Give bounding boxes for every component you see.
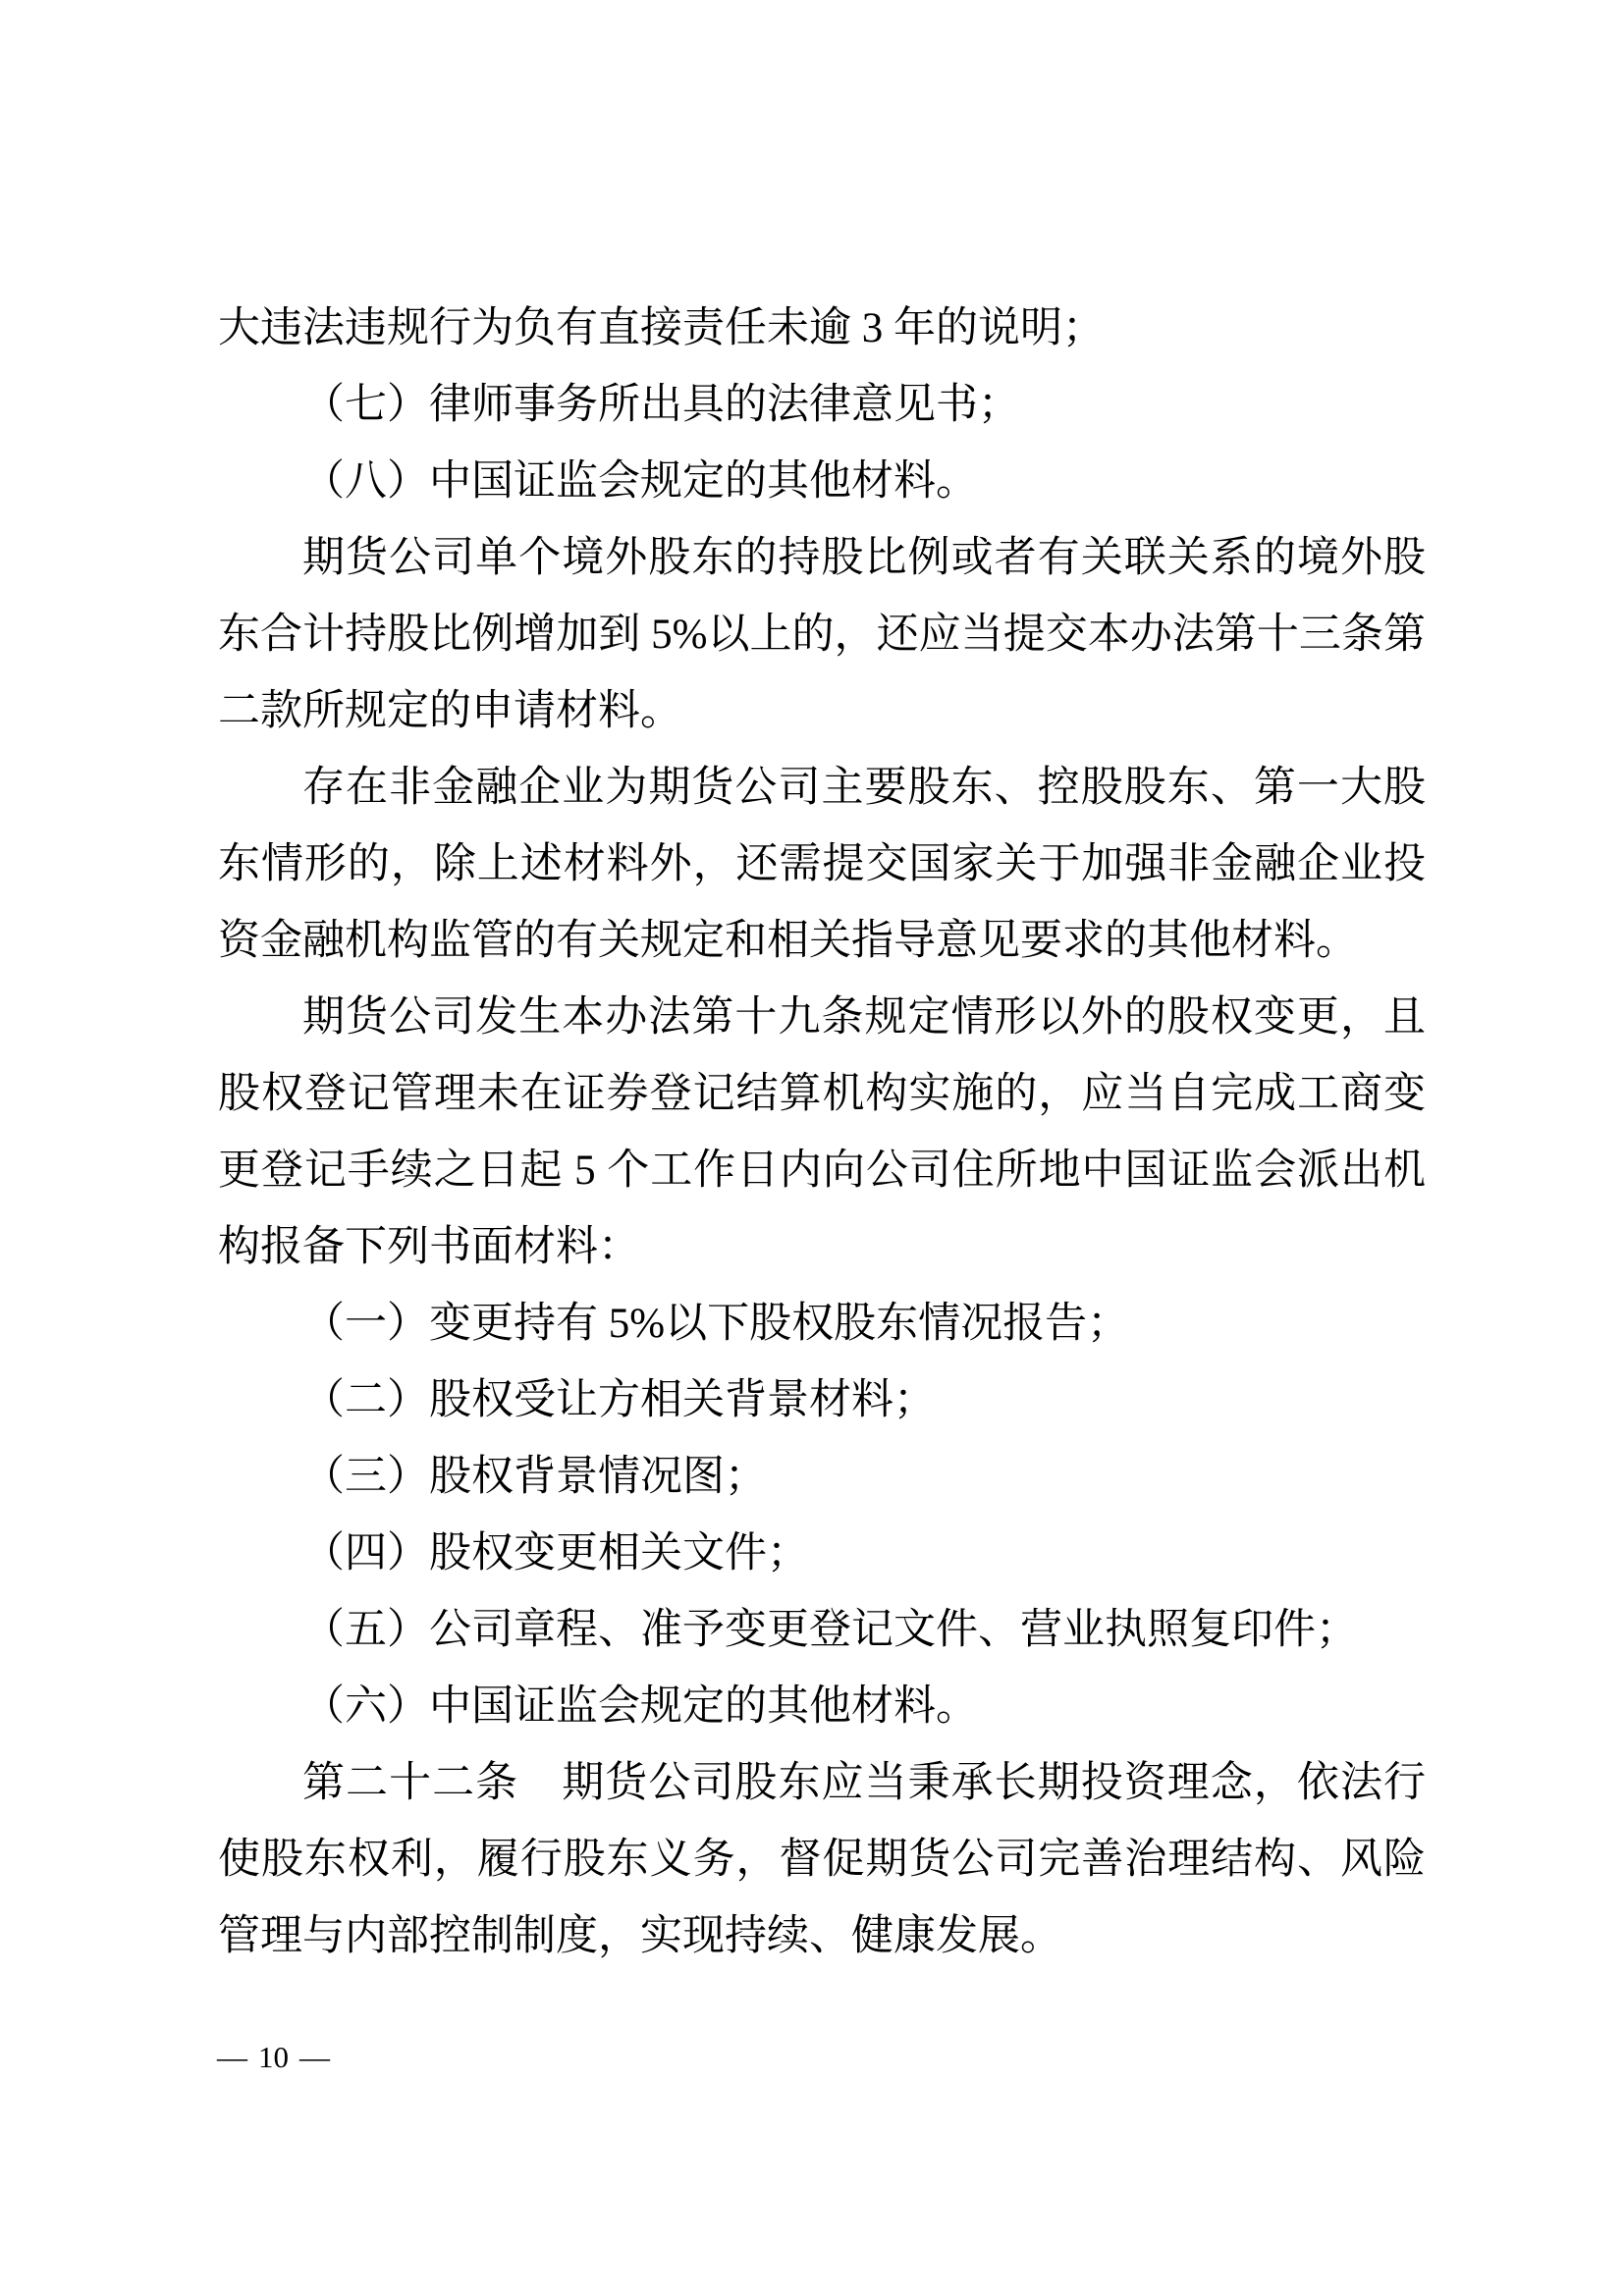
footer-dash-right: — bbox=[299, 2040, 330, 2074]
paragraph: 期货公司单个境外股东的持股比例或者有关联关系的境外股东合计持股比例增加到 5%以上的，还应当提交本办法第十三条第二款所规定的申请材料。 bbox=[218, 535, 1426, 734]
page-number: 10 bbox=[258, 2040, 289, 2074]
document-body bbox=[218, 291, 1426, 1975]
paragraph: 第二十二条 期货公司股东应当秉承长期投资理念，依法行使股东权利，履行股东义务，督促期货公司完善治理结构、风险管理与内部控制制度，实现持续、健康发展。 bbox=[218, 1760, 1426, 1959]
footer-dash-left: — bbox=[217, 2040, 247, 2074]
paragraph: （七）律师事务所出具的法律意见书； bbox=[302, 382, 1020, 428]
paragraph: 期货公司发生本办法第十九条规定情形以外的股权变更，且股权登记管理未在证券登记结算机构实施的，应当自完成工商变更登记手续之日起 5 个工作日内向公司住所地中国证监会派出机构报备下列书面材料： bbox=[218, 994, 1426, 1270]
paragraph: （三）股权背景情况图； bbox=[302, 1454, 767, 1500]
paragraph: （八）中国证监会规定的其他材料。 bbox=[302, 458, 978, 505]
paragraph: （四）股权变更相关文件； bbox=[302, 1530, 809, 1576]
page-footer bbox=[217, 2038, 330, 2077]
paragraph: 大违法违规行为负有直接责任未逾 3 年的说明； bbox=[218, 305, 1105, 351]
paragraph: （一）变更持有 5%以下股权股东情况报告； bbox=[302, 1301, 1130, 1347]
paragraph: （二）股权受让方相关背景材料； bbox=[302, 1377, 936, 1423]
paragraph: （六）中国证监会规定的其他材料。 bbox=[302, 1683, 978, 1730]
paragraph: （五）公司章程、准予变更登记文件、营业执照复印件； bbox=[302, 1607, 1358, 1653]
paragraph: 存在非金融企业为期货公司主要股东、控股股东、第一大股东情形的，除上述材料外，还需提交国家关于加强非金融企业投资金融机构监管的有关规定和相关指导意见要求的其他材料。 bbox=[218, 765, 1426, 964]
